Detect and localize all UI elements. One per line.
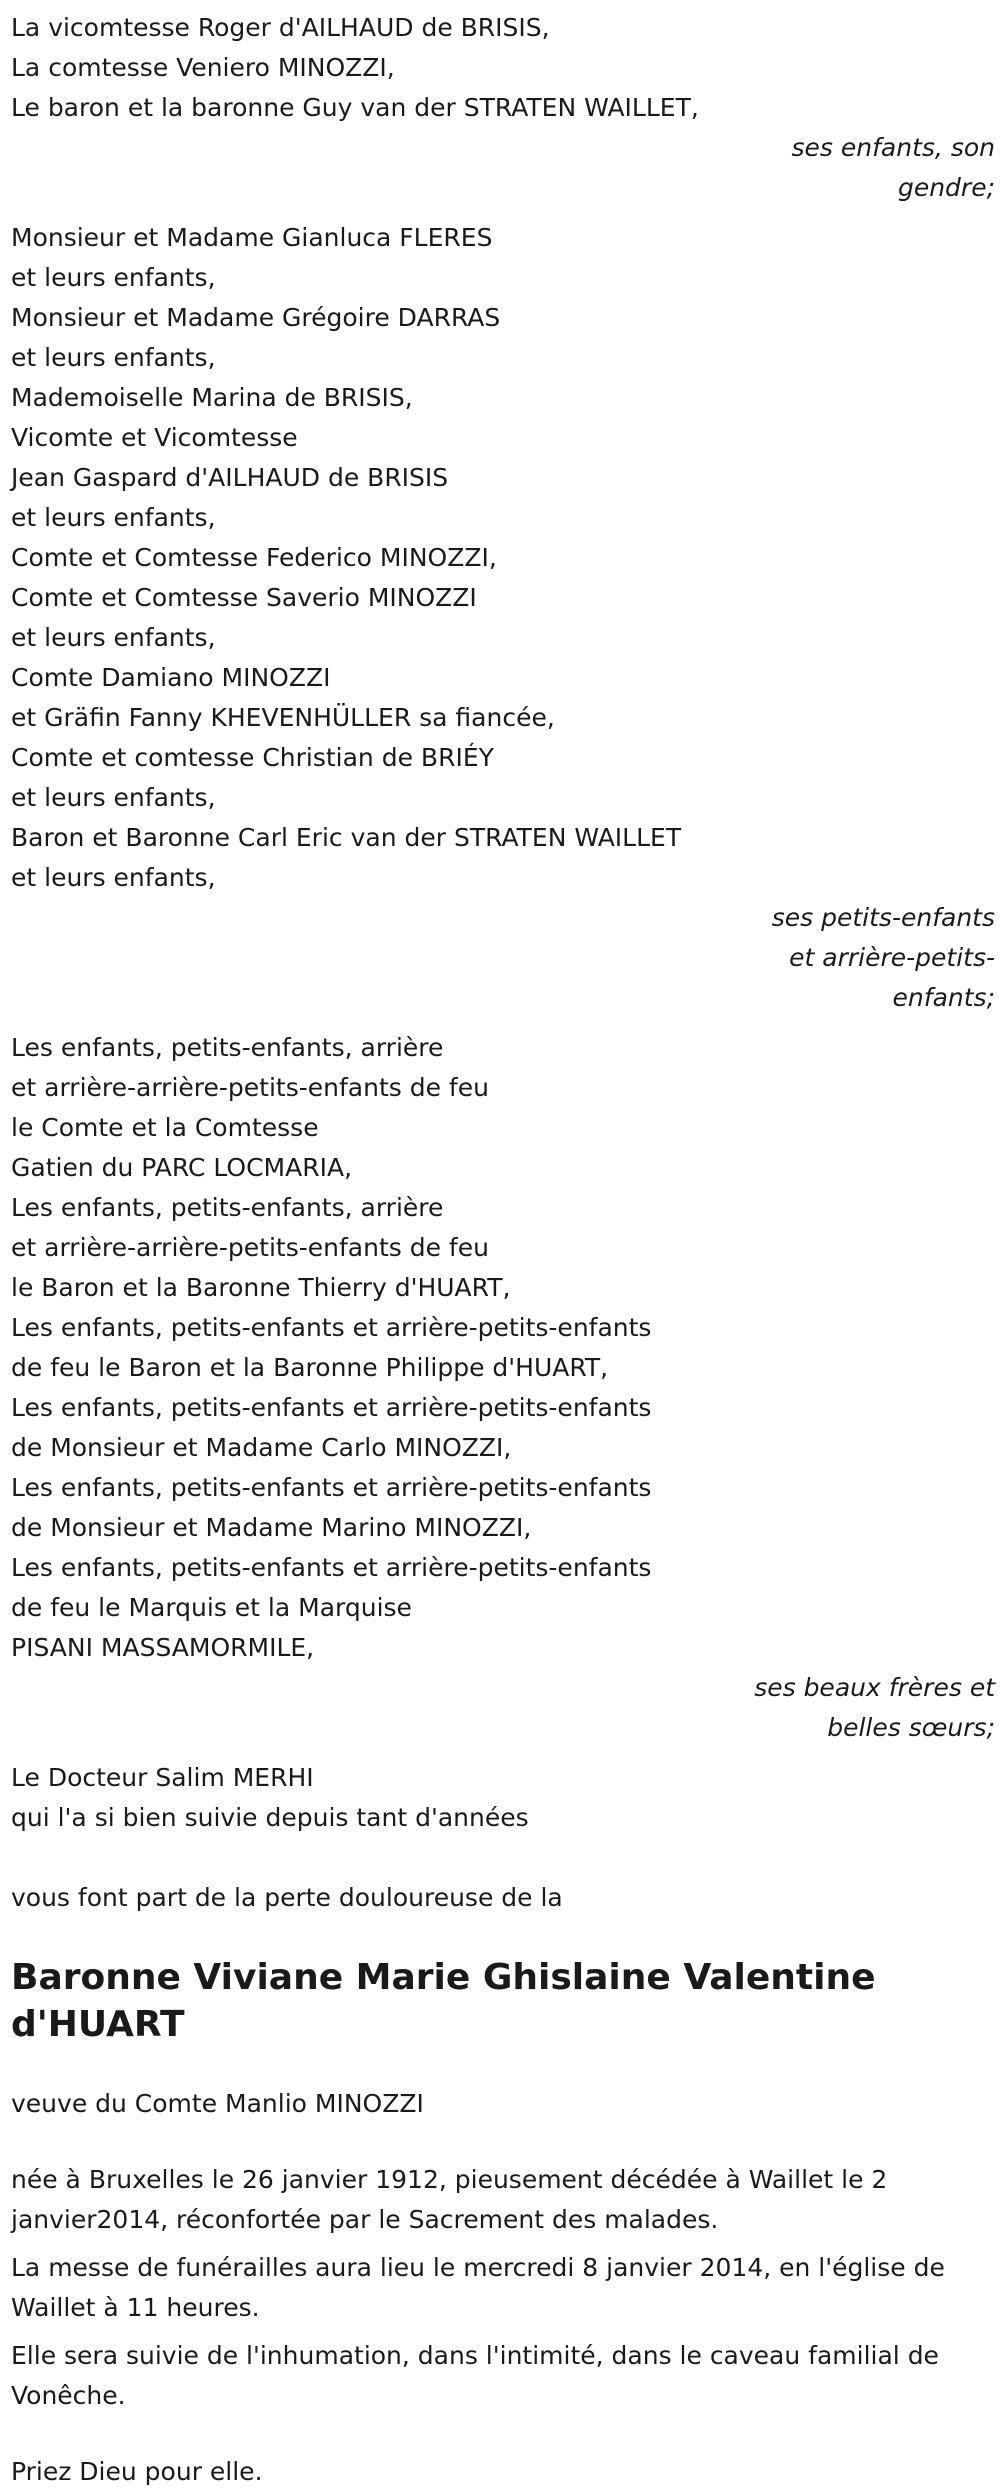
relation-line: ses enfants, son [791, 133, 995, 162]
announcement-text: vous font part de la perte douloureuse de la [11, 1883, 563, 1912]
obituary-notice [11, 0, 995, 2492]
relation-line: ses beaux frères et [754, 1673, 995, 1702]
relation-line: belles sœurs; [827, 1713, 995, 1742]
birth-death-paragraph: née à Bruxelles le 26 janvier 1912, pieusement décédée à Waillet le 2 janvier2014, réconfortée par le Sacrement des malades. [11, 2165, 888, 2234]
family-line: La vicomtesse Roger d'AILHAUD de BRISIS, [11, 13, 550, 42]
deceased-name-line: Baronne Viviane Marie Ghislaine Valentine [11, 1957, 876, 1998]
family-line: et leurs enfants, [11, 863, 216, 892]
family-line: Baron et Baronne Carl Eric van der STRATEN WAILLET [11, 823, 682, 852]
family-line: Les enfants, petits-enfants et arrière-petits-enfants [11, 1473, 652, 1502]
family-line: et leurs enfants, [11, 503, 216, 532]
family-line: Mademoiselle Marina de BRISIS, [11, 383, 413, 412]
family-line: Gatien du PARC LOCMARIA, [11, 1153, 353, 1182]
relation-line: ses petits-enfants [771, 903, 995, 932]
family-line: Vicomte et Vicomtesse [11, 423, 298, 452]
group-children [11, 8, 995, 208]
family-line: Le Docteur Salim MERHI [11, 1763, 314, 1792]
family-line: qui l'a si bien suivie depuis tant d'années [11, 1803, 529, 1832]
relation-label [11, 1668, 995, 1748]
family-line: Comte Damiano MINOZZI [11, 663, 331, 692]
relation-label [11, 898, 995, 1018]
relation-label [11, 128, 995, 208]
relation-line: et arrière-petits- [789, 943, 995, 972]
family-line: Monsieur et Madame Gianluca FLERES [11, 223, 493, 252]
deceased-name [11, 1954, 995, 2048]
family-line: et leurs enfants, [11, 783, 216, 812]
widow-of-text: veuve du Comte Manlio MINOZZI [11, 2089, 424, 2118]
family-line: le Baron et la Baronne Thierry d'HUART, [11, 1273, 511, 1302]
family-line: et leurs enfants, [11, 263, 216, 292]
family-line: de feu le Baron et la Baronne Philippe d'HUART, [11, 1353, 609, 1382]
family-line: de Monsieur et Madame Marino MINOZZI, [11, 1513, 532, 1542]
family-line: de feu le Marquis et la Marquise [11, 1593, 412, 1622]
family-line: Les enfants, petits-enfants et arrière-petits-enfants [11, 1553, 652, 1582]
family-line: de Monsieur et Madame Carlo MINOZZI, [11, 1433, 512, 1462]
relation-line: gendre; [897, 173, 995, 202]
family-line: et leurs enfants, [11, 343, 216, 372]
family-line: Les enfants, petits-enfants et arrière-petits-enfants [11, 1393, 652, 1422]
family-line: Jean Gaspard d'AILHAUD de BRISIS [11, 463, 449, 492]
relation-line: enfants; [892, 983, 995, 1012]
family-line: et arrière-arrière-petits-enfants de feu [11, 1233, 489, 1262]
family-line: Comte et Comtesse Saverio MINOZZI [11, 583, 477, 612]
family-line: Les enfants, petits-enfants et arrière-petits-enfants [11, 1313, 652, 1342]
family-line: Les enfants, petits-enfants, arrière [11, 1033, 444, 1062]
family-line: et leurs enfants, [11, 623, 216, 652]
family-line: Le baron et la baronne Guy van der STRATEN WAILLET, [11, 93, 699, 122]
family-line: Les enfants, petits-enfants, arrière [11, 1193, 444, 1222]
family-line: Monsieur et Madame Grégoire DARRAS [11, 303, 501, 332]
family-line: et Gräfin Fanny KHEVENHÜLLER sa fiancée, [11, 703, 555, 732]
family-line: La comtesse Veniero MINOZZI, [11, 53, 395, 82]
deceased-name-line: d'HUART [11, 2004, 185, 2045]
family-line: PISANI MASSAMORMILE, [11, 1633, 315, 1662]
family-line: le Comte et la Comtesse [11, 1113, 319, 1142]
burial-paragraph: Elle sera suivie de l'inhumation, dans l'intimité, dans le caveau familial de Vonêche. [11, 2341, 939, 2410]
family-line: et arrière-arrière-petits-enfants de feu [11, 1073, 489, 1102]
group-grandchildren [11, 218, 995, 1018]
group-doctor [11, 1758, 995, 1838]
closing-prayer: Priez Dieu pour elle. [11, 2457, 263, 2486]
family-line: Comte et comtesse Christian de BRIÉY [11, 743, 494, 772]
group-siblings-in-law [11, 1028, 995, 1748]
family-line: Comte et Comtesse Federico MINOZZI, [11, 543, 497, 572]
funeral-paragraph: La messe de funérailles aura lieu le mercredi 8 janvier 2014, en l'église de Waillet à 11 heures. [11, 2253, 945, 2322]
